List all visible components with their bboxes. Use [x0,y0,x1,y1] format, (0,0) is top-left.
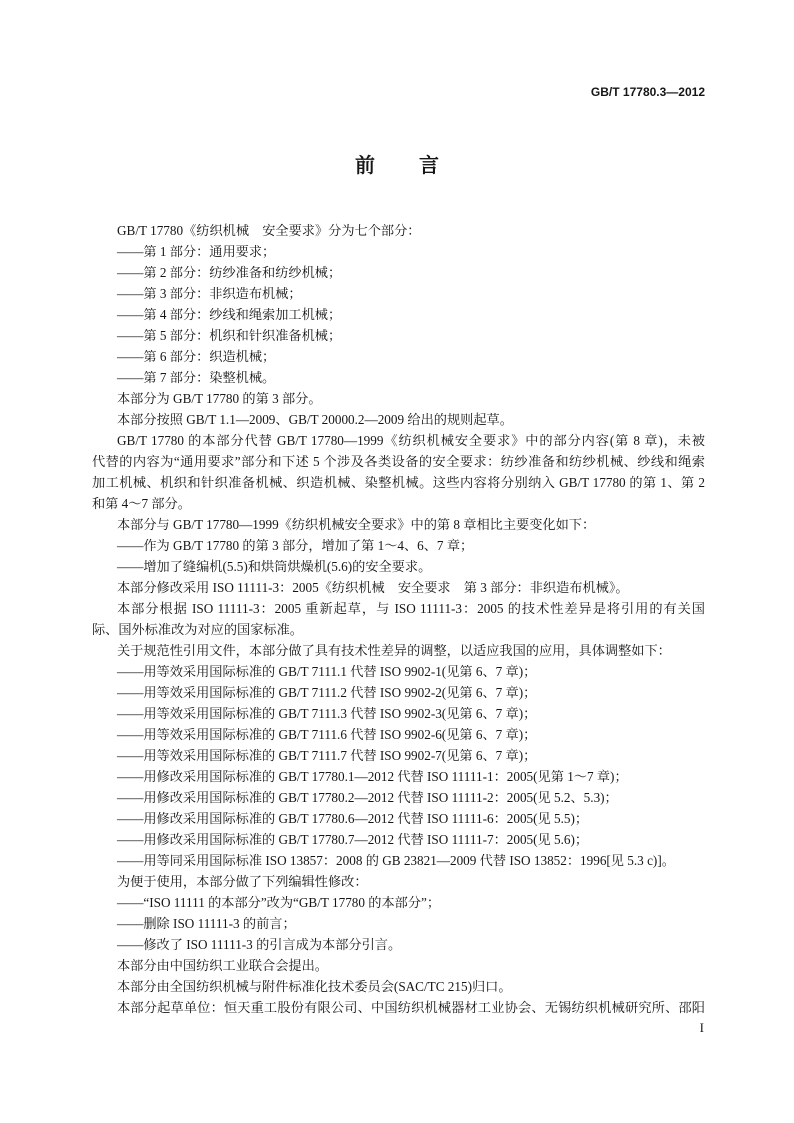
editorial-item: ——“ISO 11111 的本部分”改为“GB/T 17780 的本部分”； [117,895,441,910]
part-list-item: ——第 1 部分：通用要求； [117,244,276,259]
reference-item: ——用修改采用国际标准的 GB/T 17780.7—2012 代替 ISO 11111-7：2005(见 5.6)； [117,832,589,847]
technical-differences-line: 本部分根据 ISO 11111-3：2005 重新起草，与 ISO 11111-3：2005 的技术性差异是将引用的有关国 [117,601,705,616]
part-list-item: ——第 3 部分：非织造布机械； [117,286,302,301]
reference-item: ——用等效采用国际标准的 GB/T 7111.6 代替 ISO 9902-6(见第 6、7 章)； [117,727,537,742]
reference-item: ——用修改采用国际标准的 GB/T 17780.1—2012 代替 ISO 11111-1：2005(见第 1～7 章)； [117,769,628,784]
part-list-item: ——第 5 部分：机织和针织准备机械； [117,328,342,343]
reference-item: ——用修改采用国际标准的 GB/T 17780.6—2012 代替 ISO 11111-6：2005(见 5.5)； [117,811,589,826]
page-title: 前 言 [355,153,451,177]
parts-intro: GB/T 17780《纺织机械 安全要求》分为七个部分： [117,223,421,238]
technical-differences-line: 际、国外标准改为对应的国家标准。 [92,622,303,637]
editorial-item: ——修改了 ISO 11111-3 的引言成为本部分引言。 [117,937,402,952]
drafting-units: 本部分起草单位：恒天重工股份有限公司、中国纺织机械器材工业协会、无锡纺织机械研究所、邵阳 [117,1000,705,1015]
changes-heading: 本部分与 GB/T 17780—1999《纺织机械安全要求》中的第 8 章相比主要变化如下： [117,517,596,532]
reference-item: ——用等同采用国际标准 ISO 13857：2008 的 GB 23821—2009 代替 ISO 13852：1996[见 5.3 c)]。 [117,853,675,868]
reference-item: ——用等效采用国际标准的 GB/T 7111.3 代替 ISO 9902-3(见第 6、7 章)； [117,706,537,721]
part-list-item: ——第 7 部分：染整机械。 [117,370,276,385]
editorial-heading: 为便于使用，本部分做了下列编辑性修改： [117,874,368,889]
part-list-item: ——第 2 部分：纺纱准备和纺纱机械； [117,265,342,280]
change-item: ——作为 GB/T 17780 的第 3 部分，增加了第 1～4、6、7 章； [117,538,474,553]
change-item: ——增加了缝编机(5.5)和烘筒烘燥机(5.6)的安全要求。 [117,559,432,574]
jurisdiction-statement: 本部分由全国纺织机械与附件标准化技术委员会(SAC/TC 215)归口。 [117,979,512,994]
replacement-paragraph-line: 代替的内容为“通用要求”部分和下述 5 个涉及各类设备的安全要求：纺纱准备和纺纱机械、纱线和绳索 [92,454,705,469]
reference-item: ——用等效采用国际标准的 GB/T 7111.1 代替 ISO 9902-1(见第 6、7 章)； [117,664,537,679]
reference-item: ——用等效采用国际标准的 GB/T 7111.7 代替 ISO 9902-7(见第 6、7 章)； [117,748,537,763]
reference-item: ——用等效采用国际标准的 GB/T 7111.2 代替 ISO 9902-2(见第 6、7 章)； [117,685,537,700]
part-list-item: ——第 6 部分：织造机械； [117,349,276,364]
replacement-paragraph-line: GB/T 17780 的本部分代替 GB/T 17780—1999《纺织机械安全要求》中的部分内容(第 8 章)，未被 [117,433,705,448]
part-statement: 本部分为 GB/T 17780 的第 3 部分。 [117,391,322,406]
proposed-by: 本部分由中国纺织工业联合会提出。 [117,958,328,973]
foreword-body [92,220,705,1018]
adoption-statement: 本部分修改采用 ISO 11111-3：2005《纺织机械 安全要求 第 3 部分：非织造布机械》。 [117,580,629,595]
replacement-paragraph-line: 和第 4～7 部分。 [92,496,191,511]
drafting-rules: 本部分按照 GB/T 1.1—2009、GB/T 20000.2—2009 给出的规则起草。 [117,412,513,427]
replacement-paragraph-line: 加工机械、机织和针织准备机械、织造机械、染整机械。这些内容将分别纳入 GB/T 17780 的第 1、第 2 [92,475,705,490]
editorial-item: ——删除 ISO 11111-3 的前言； [117,916,296,931]
references-heading: 关于规范性引用文件，本部分做了具有技术性差异的调整，以适应我国的应用，具体调整如下： [117,643,671,658]
reference-item: ——用修改采用国际标准的 GB/T 17780.2—2012 代替 ISO 11111-2：2005(见 5.2、5.3)； [117,790,618,805]
part-list-item: ——第 4 部分：纱线和绳索加工机械； [117,307,342,322]
page-number: I [699,1020,704,1035]
standard-number: GB/T 17780.3—2012 [590,85,705,99]
